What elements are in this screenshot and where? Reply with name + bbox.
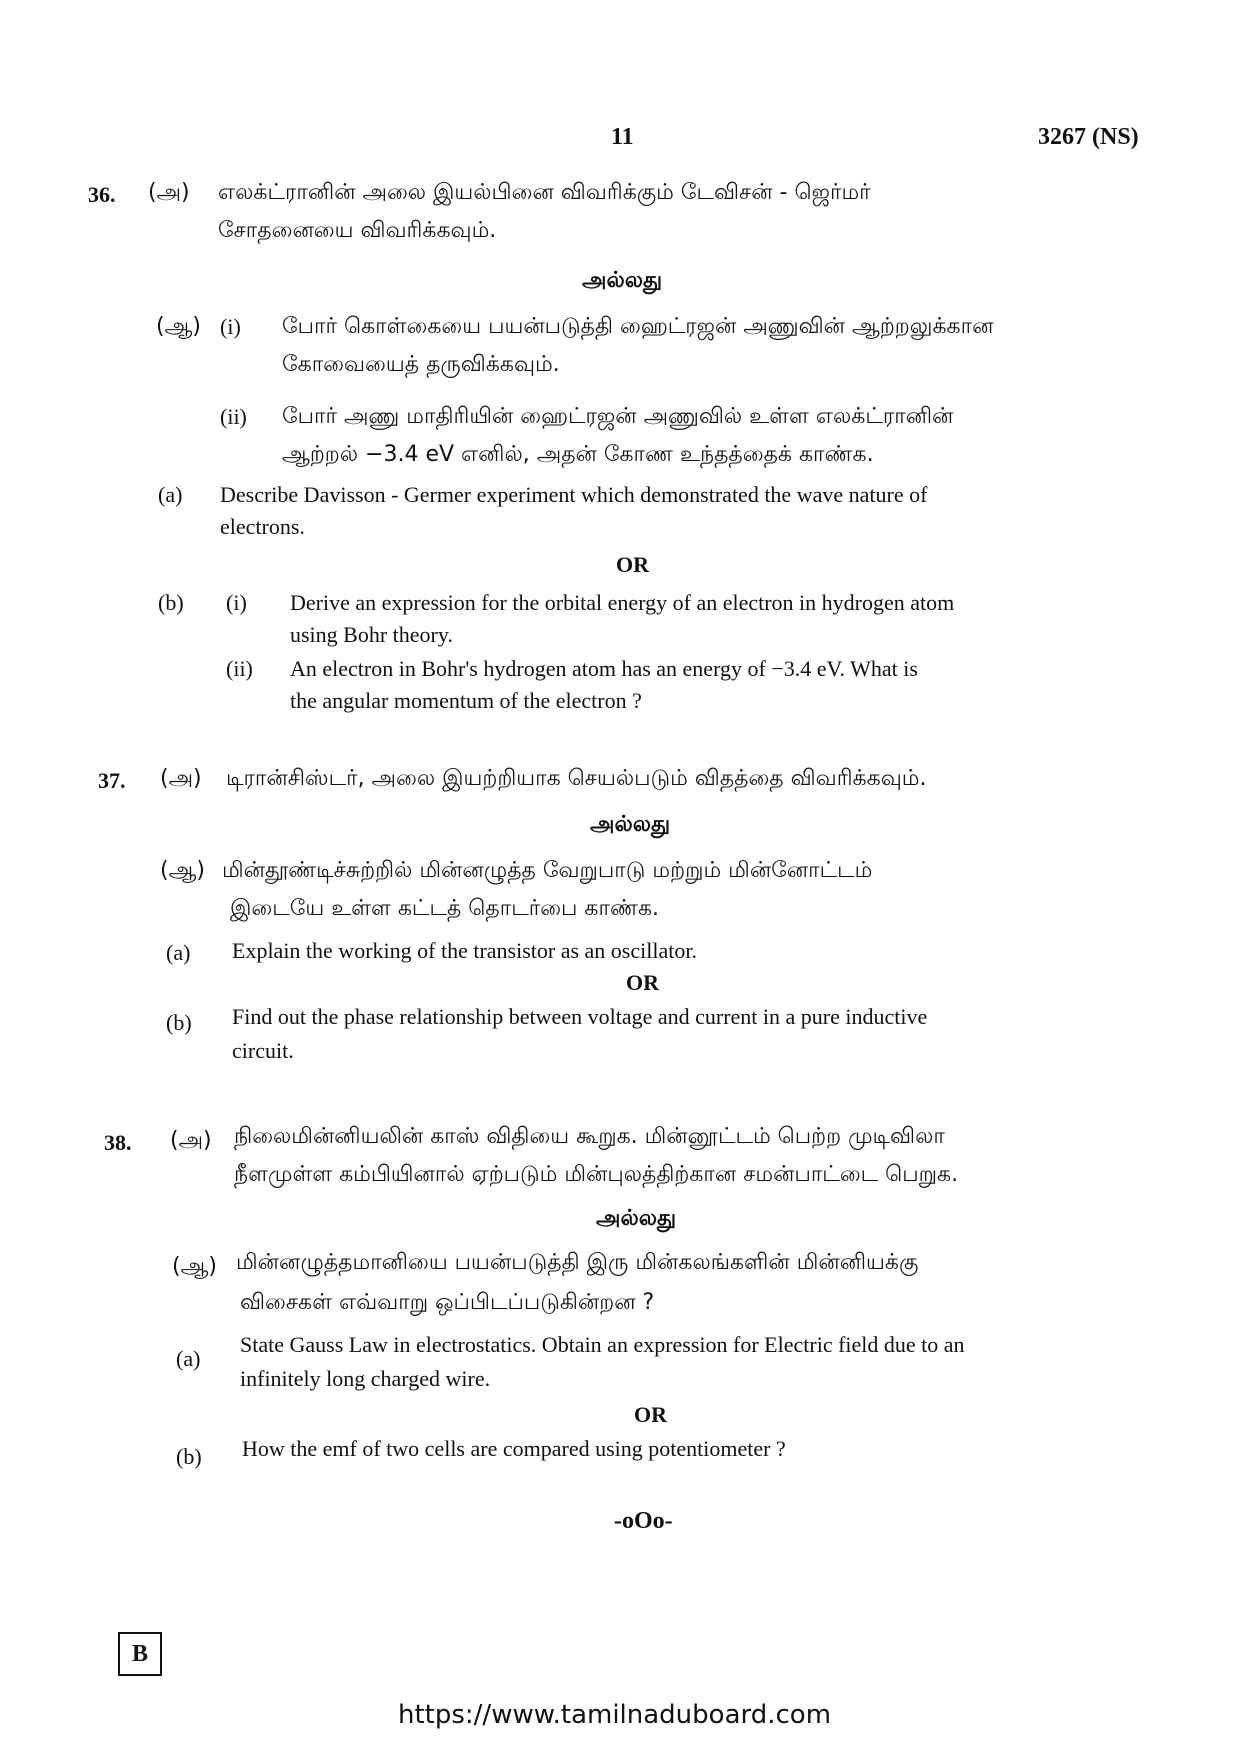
page-number: 11 xyxy=(611,124,634,150)
question-text: How the emf of two cells are compared using potentiometer ? xyxy=(242,1436,786,1461)
or-separator: OR xyxy=(626,970,659,995)
paper-code: 3267 (NS) xyxy=(1038,124,1139,150)
question-text: Explain the working of the transistor as an oscillator. xyxy=(232,938,697,963)
question-text: போர் அணு மாதிரியின் ஹைட்ரஜன் அணுவில் உள்ள எலக்ட்ரானின் xyxy=(282,404,954,429)
question-text: நிலைமின்னியலின் காஸ் விதியை கூறுக. மின்னூட்டம் பெற்ற முடிவிலா xyxy=(234,1124,945,1149)
question-number: 36. xyxy=(88,182,116,207)
option-label: (b) xyxy=(176,1444,202,1469)
question-text: மின்னழுத்தமானியை பயன்படுத்தி இரு மின்கலங்களின் மின்னியக்கு xyxy=(236,1250,919,1275)
or-separator: அல்லது xyxy=(582,268,663,293)
option-label: (b) xyxy=(166,1010,192,1035)
option-label: (ஆ) xyxy=(160,858,205,883)
option-label: (a) xyxy=(176,1346,201,1371)
option-label: (அ) xyxy=(160,766,202,791)
question-text: நீளமுள்ள கம்பியினால் ஏற்படும் மின்புலத்திற்கான சமன்பாட்டை பெறுக. xyxy=(234,1162,959,1187)
question-text: மின்தூண்டிச்சுற்றில் மின்னழுத்த வேறுபாடு மற்றும் மின்னோட்டம் xyxy=(222,858,873,883)
option-label: (a) xyxy=(158,482,183,507)
sub-label: (i) xyxy=(220,314,241,339)
end-mark: -oOo- xyxy=(614,1508,673,1534)
option-label: (ஆ) xyxy=(172,1254,217,1279)
question-text: எலக்ட்ரானின் அலை இயல்பினை விவரிக்கும் டேவிசன் - ஜெர்மர் xyxy=(218,180,871,205)
option-label: (அ) xyxy=(148,180,190,205)
footer-box: B xyxy=(118,1632,162,1676)
question-text: using Bohr theory. xyxy=(290,622,453,647)
question-number: 37. xyxy=(98,768,126,793)
sub-label: (ii) xyxy=(220,404,247,429)
footer-url: https://www.tamilnaduboard.com xyxy=(398,1700,832,1730)
option-label: (ஆ) xyxy=(156,314,201,339)
question-text: the angular momentum of the electron ? xyxy=(290,688,642,713)
question-text: State Gauss Law in electrostatics. Obtain an expression for Electric field due to an xyxy=(240,1332,965,1357)
or-separator: OR xyxy=(616,552,649,577)
question-text: Find out the phase relationship between voltage and current in a pure inductive xyxy=(232,1004,928,1029)
question-text: circuit. xyxy=(232,1038,294,1063)
option-label: (b) xyxy=(158,590,184,615)
sub-label: (i) xyxy=(226,590,247,615)
question-text: போர் கொள்கையை பயன்படுத்தி ஹைட்ரஜன் அணுவின் ஆற்றலுக்கான xyxy=(282,314,994,339)
question-text: டிரான்சிஸ்டர், அலை இயற்றியாக செயல்படும் விதத்தை விவரிக்கவும். xyxy=(226,766,927,791)
question-text: விசைகள் எவ்வாறு ஒப்பிடப்படுகின்றன ? xyxy=(240,1290,655,1315)
or-separator: அல்லது xyxy=(590,812,671,837)
or-separator: அல்லது xyxy=(596,1206,677,1231)
question-text: இடையே உள்ள கட்டத் தொடர்பை காண்க. xyxy=(230,896,660,921)
option-label: (a) xyxy=(166,940,191,965)
question-text: An electron in Bohr's hydrogen atom has an energy of −3.4 eV. What is xyxy=(290,656,918,681)
or-separator: OR xyxy=(634,1402,667,1427)
option-label: (அ) xyxy=(170,1128,212,1153)
question-text: Derive an expression for the orbital energy of an electron in hydrogen atom xyxy=(290,590,955,615)
question-text: infinitely long charged wire. xyxy=(240,1366,491,1391)
question-text: கோவையைத் தருவிக்கவும். xyxy=(282,352,560,377)
sub-label: (ii) xyxy=(226,656,253,681)
question-number: 38. xyxy=(104,1130,132,1155)
question-text: Describe Davisson - Germer experiment which demonstrated the wave nature of xyxy=(220,482,928,507)
question-text: ஆற்றல் −3.4 eV எனில், அதன் கோண உந்தத்தைக் காண்க. xyxy=(282,442,874,467)
question-text: electrons. xyxy=(220,514,305,539)
question-text: சோதனையை விவரிக்கவும். xyxy=(218,218,497,243)
